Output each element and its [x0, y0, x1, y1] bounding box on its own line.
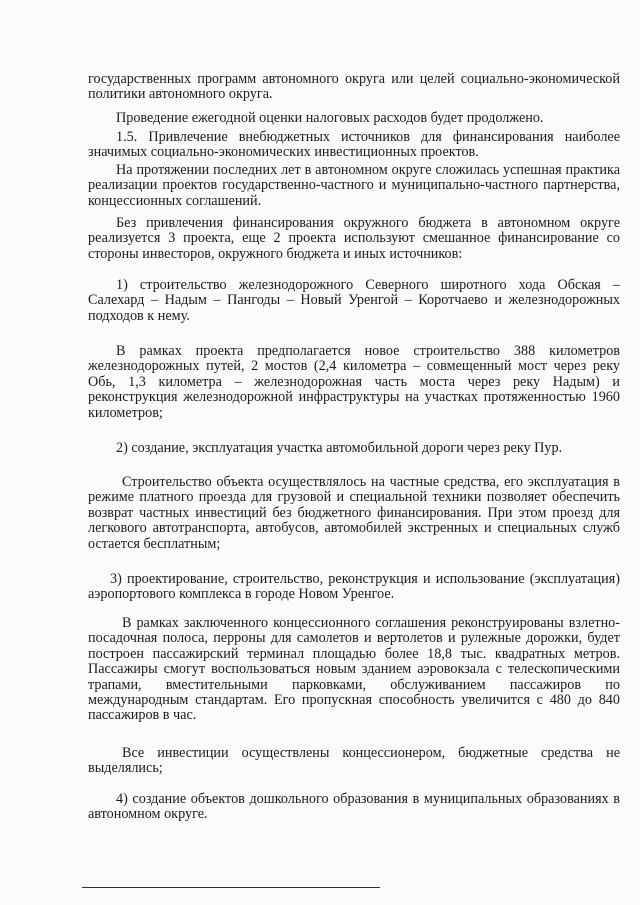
paragraph-6: 1) строительство железнодорожного Северного широтного хода Обская – Салехард – Надым – Пангоды – Новый Уренгой – Коротчаево и железнодорожных подходов к нему.	[88, 277, 620, 324]
footer-divider	[82, 887, 380, 888]
paragraph-4: На протяжении последних лет в автономном округе сложилась успешная практика реализации проектов государственно-частного и муниципально-частного партнерства, концессионных соглашений.	[88, 162, 620, 209]
paragraph-3: 1.5. Привлечение внебюджетных источников для финансирования наиболее значимых социально-экономических инвестиционных проектов.	[88, 129, 620, 161]
paragraph-5: Без привлечения финансирования окружного бюджета в автономном округе реализуется 3 проекта, еще 2 проекта используют смешанное финансирование со стороны инвесторов, окружного бюджета и иных источников:	[88, 215, 620, 262]
paragraph-9: Строительство объекта осуществлялось на частные средства, его эксплуатация в режиме платного проезда для грузовой и специальной техники позволяет обеспечить возврат частных инвестиций без бюджетного финансирования. При этом проезд для легкового автотранспорта, автобусов, автомобилей экстренных и специальных служб остается бесплатным;	[88, 474, 620, 552]
paragraph-13: 4) создание объектов дошкольного образования в муниципальных образованиях в автономном округе.	[88, 791, 620, 823]
paragraph-10: 3) проектирование, строительство, реконструкция и использование (эксплуатация) аэропортового комплекса в городе Новом Уренгое.	[88, 571, 620, 603]
paragraph-11: В рамках заключенного концессионного соглашения реконструированы взлетно-посадочная полоса, перроны для самолетов и вертолетов и рулежные дорожки, будет построен пассажирский терминал площадью более 18,8 тыс. квадратных метров. Пассажиры смогут воспользоваться новым зданием аэровокзала с телескопическими трапами, вместительными парковками, обслуживанием пассажиров по международным стандартам. Его пропускная способность увеличится с 480 до 840 пассажиров в час.	[88, 615, 620, 724]
paragraph-7: В рамках проекта предполагается новое строительство 388 километров железнодорожных путей, 2 мостов (2,4 километра – совмещенный мост через реку Обь, 1,3 километра – железнодорожная часть моста через реку Надым) и реконструкция железнодорожной инфраструктуры на участках протяженностью 1960 километров;	[88, 343, 620, 421]
paragraph-12: Все инвестиции осуществлены концессионером, бюджетные средства не выделялись;	[88, 745, 620, 777]
paragraph-2: Проведение ежегодной оценки налоговых расходов будет продолжено.	[116, 110, 544, 126]
paragraph-8: 2) создание, эксплуатация участка автомобильной дороги через реку Пур.	[116, 440, 563, 456]
paragraph-1: государственных программ автономного округа или целей социально-экономической политики автономного округа.	[88, 71, 620, 103]
